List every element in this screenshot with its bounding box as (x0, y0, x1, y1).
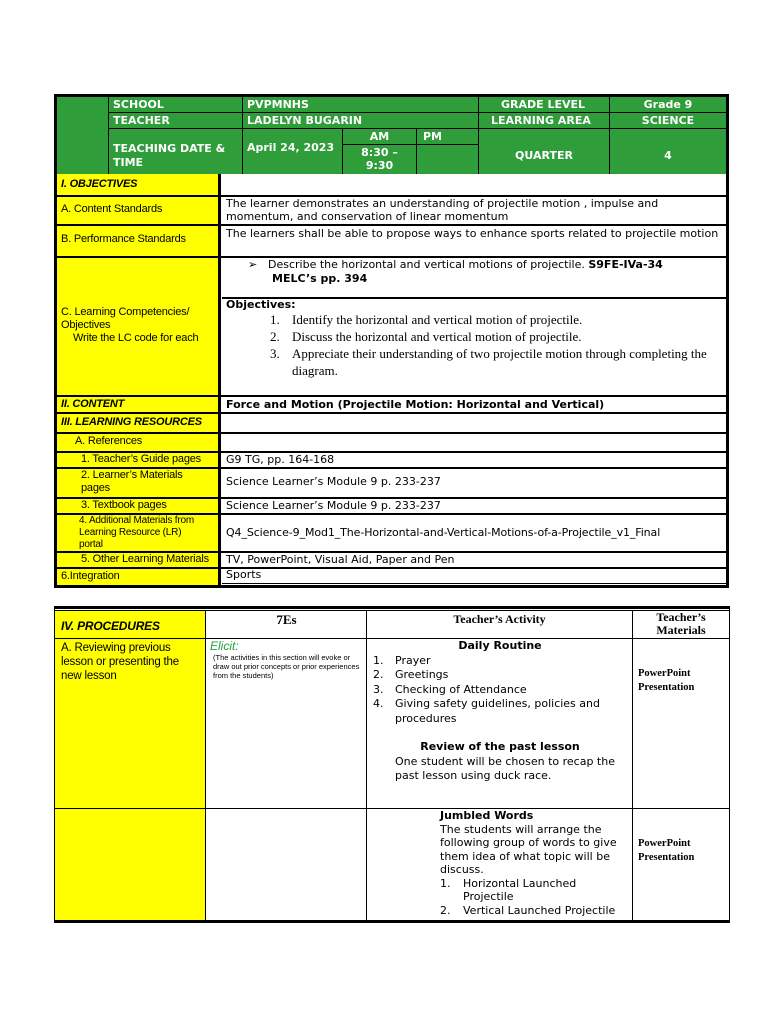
grade-value: Grade 9 (610, 97, 726, 113)
activity-cell-1 (370, 639, 630, 789)
textbook-label: 3. Textbook pages (81, 499, 167, 511)
content-standards-value: The learner demonstrates an understanding of projectile motion , impulse and momentum, and conservation of linear momentum (226, 197, 659, 223)
header-left-block (57, 97, 109, 174)
jumbled-title: Jumbled Words (440, 809, 534, 822)
list-item: 3. Checking of Attendance (373, 682, 527, 696)
integration-label: 6.Integration (61, 570, 120, 582)
row1-label: A. Reviewing previous lesson or presenting the new lesson (61, 642, 179, 682)
col-materials: Teacher’s Materials (656, 610, 706, 637)
resources-heading: III. LEARNING RESOURCES (61, 416, 202, 428)
performance-standards-label: B. Performance Standards (61, 233, 186, 245)
content-standards-label: A. Content Standards (61, 203, 163, 215)
date-value: April 24, 2023 (243, 129, 343, 174)
list-item: 2. Vertical Launched Projectile (440, 903, 616, 917)
routine-list (370, 654, 630, 727)
list-item: 1. Horizontal Launched Projectile (440, 876, 577, 903)
competency-code: S9FE-IVa-34 (588, 258, 663, 271)
grade-label: GRADE LEVEL (479, 97, 610, 113)
list-item: 2. Greetings (373, 668, 449, 681)
am-label: AM (343, 129, 417, 145)
lm-label: 2. Learner’s Materials pages (81, 469, 183, 494)
review-text: One student will be chosen to recap the past lesson using duck race. (395, 754, 615, 782)
objectives-heading: I. OBJECTIVES (61, 178, 138, 190)
list-item: 1. Identify the horizontal and vertical motion of projectile. (270, 312, 583, 327)
area-value: SCIENCE (610, 113, 726, 129)
objectives-box (226, 298, 724, 394)
col-divider (632, 611, 633, 920)
integration-value: Sports (226, 568, 262, 581)
school-label: SCHOOL (109, 97, 243, 113)
pm-label: PM (417, 129, 479, 145)
performance-standards-value: The learners shall be able to propose ways to enhance sports related to projectile motion (226, 227, 719, 240)
competencies-label-text: C. Learning Competencies/ Objectives (61, 306, 190, 331)
elicit-label: Elicit: (210, 639, 239, 653)
list-item: 2. Discuss the horizontal and vertical motion of projectile. (270, 329, 582, 344)
teacher-value: LADELYN BUGARIN (243, 113, 479, 129)
elicit-cell (210, 639, 364, 699)
competency-melc: MELC’s pp. 394 (272, 272, 368, 285)
pm-value (417, 145, 479, 174)
references-label: A. References (75, 435, 143, 447)
date-label: TEACHING DATE & TIME (109, 129, 243, 174)
teacher-label: TEACHER (109, 113, 243, 129)
col-divider (366, 611, 367, 920)
list-item: 1. Prayer (373, 653, 431, 667)
row1-materials: PowerPoint Presentation (638, 668, 695, 693)
school-value: PVPMNHS (243, 97, 479, 113)
tg-value: G9 TG, pp. 164-168 (226, 453, 335, 466)
objectives-title: Objectives: (226, 298, 296, 311)
list-item: 3. Appreciate their understanding of two projectile motion through completing the diagram. (270, 346, 707, 378)
lm-value: Science Learner’s Module 9 p. 233-237 (226, 475, 441, 488)
row-divider (222, 583, 726, 584)
textbook-value: Science Learner’s Module 9 p. 233-237 (226, 499, 441, 512)
col-7es: 7Es (276, 612, 297, 627)
routine-title: Daily Routine (458, 639, 542, 652)
review-title: Review of the past lesson (420, 740, 580, 753)
other-label: 5. Other Learning Materials (81, 553, 209, 565)
list-item: 4. Giving safety guidelines, policies and procedures (373, 697, 600, 725)
content-value: Force and Motion (Projectile Motion: Horizontal and Vertical) (226, 398, 605, 411)
quarter-value: 4 (610, 129, 726, 174)
content-heading: II. CONTENT (61, 398, 125, 410)
competency-text: Describe the horizontal and vertical motions of projectile. (268, 258, 585, 271)
jumbled-text: The students will arrange the following group of words to give them idea of what topic will be discuss. (440, 822, 617, 876)
col-activity: Teacher’s Activity (453, 612, 546, 626)
competencies-label (57, 305, 219, 349)
competency-statement (248, 258, 724, 290)
bullet-icon: ➢ (248, 258, 258, 271)
tg-label: 1. Teacher’s Guide pages (81, 453, 201, 465)
objectives-list (270, 311, 724, 379)
additional-value: Q4_Science-9_Mod1_The-Horizontal-and-Vertical-Motions-of-a-Projectile_v1_Final (226, 526, 661, 539)
area-label: LEARNING AREA (479, 113, 610, 129)
jumbled-list (440, 877, 630, 918)
activity-cell-2 (440, 809, 630, 919)
time-value: 8:30 – 9:30 (343, 145, 417, 174)
row2-materials: PowerPoint Presentation (638, 838, 695, 863)
other-value: TV, PowerPoint, Visual Aid, Paper and Pen (226, 553, 455, 566)
quarter-label: QUARTER (479, 129, 610, 174)
elicit-note: (The activities in this section will evoke or draw out prior concepts or prior experiences from the students) (213, 653, 360, 680)
procedures-heading: IV. PROCEDURES (61, 619, 160, 633)
additional-label: 4. Additional Materials from Learning Resource (LR) portal (79, 515, 195, 550)
competencies-sublabel: Write the LC code for each (73, 332, 199, 344)
